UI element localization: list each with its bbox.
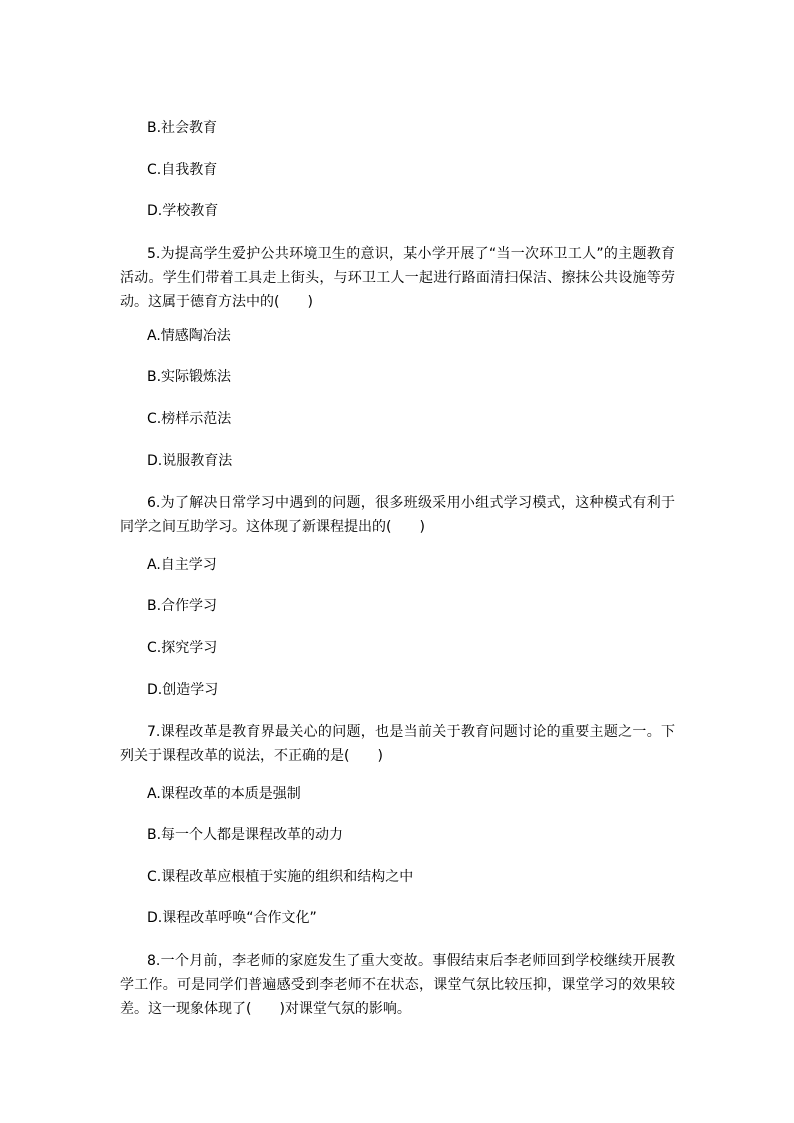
question-5-stem: 5.为提高学生爱护公共环境卫生的意识，某小学开展了“当一次环卫工人”的主题教育活动。学生们带着工具走上街头，与环卫工人一起进行路面清扫保洁、擦抹公共设施等劳动。这属于德育方法中的( ) <box>120 246 675 310</box>
q5-option-d: D.说服教育法 <box>147 453 233 469</box>
question-7-stem: 7.课程改革是教育界最关心的问题，也是当前关于教育问题讨论的重要主题之一。下列关于课程改革的说法，不正确的是( ) <box>120 724 675 764</box>
question-6-stem: 6.为了解决日常学习中遇到的问题，很多班级采用小组式学习模式，这种模式有利于同学之间互助学习。这体现了新课程提出的( ) <box>120 495 675 535</box>
q4-option-d: D.学校教育 <box>147 203 219 219</box>
q7-option-c: C.课程改革应根植于实施的组织和结构之中 <box>147 869 414 885</box>
question-8-stem: 8.一个月前，李老师的家庭发生了重大变故。事假结束后李老师回到学校继续开展教学工作。可是同学们普遍感受到李老师不在状态，课堂气氛比较压抑，课堂学习的效果较差。这一现象体现了( )对课堂气氛的影响。 <box>120 953 675 1017</box>
q5-option-c: C.榜样示范法 <box>147 411 232 427</box>
q6-option-b: B.合作学习 <box>147 598 218 614</box>
q6-option-a: A.自主学习 <box>147 557 217 573</box>
q6-option-d: D.创造学习 <box>147 682 219 698</box>
q6-option-c: C.探究学习 <box>147 640 218 656</box>
q7-option-a: A.课程改革的本质是强制 <box>147 786 301 802</box>
q5-option-a: A.情感陶冶法 <box>147 328 231 344</box>
q7-option-b: B.每一个人都是课程改革的动力 <box>147 827 344 843</box>
q5-option-b: B.实际锻炼法 <box>147 369 232 385</box>
q4-option-b: B.社会教育 <box>147 120 218 136</box>
q7-option-d: D.课程改革呼唤“合作文化” <box>147 910 317 926</box>
q4-option-c: C.自我教育 <box>147 162 218 178</box>
